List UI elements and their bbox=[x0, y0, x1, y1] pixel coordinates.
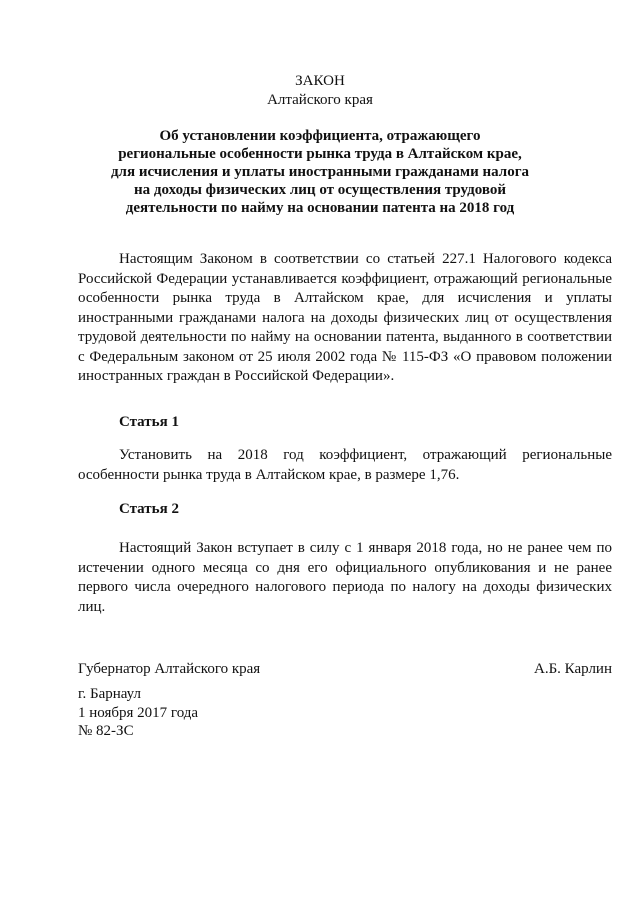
signatory-name: А.Б. Карлин bbox=[533, 661, 612, 677]
document-region: Алтайского края bbox=[267, 92, 373, 108]
article-2-heading: Статья 2 bbox=[119, 501, 179, 517]
document-footer bbox=[78, 685, 198, 741]
footer-place: г. Барнаул bbox=[78, 686, 141, 702]
document-type: ЗАКОН bbox=[295, 73, 345, 89]
signatory-position: Губернатор Алтайского края bbox=[78, 661, 261, 677]
footer-number: № 82-ЗС bbox=[78, 723, 134, 739]
footer-date: 1 ноября 2017 года bbox=[78, 704, 199, 721]
article-1-heading: Статья 1 bbox=[119, 414, 179, 430]
intro-paragraph: Настоящим Законом в соответствии со статьей 227.1 Налогового кодекса Российской Федерации устанавливается коэффициент, отражающий региональные особенности рынка труда в Алтайском крае, для исчисления и уплаты иностранными гражданами налога на доходы физических лиц от осуществления трудовой деятельности по найму на основании патента, выданного в соответствии с Федеральным законом от 25 июля 2002 года № 115-ФЗ «О правовом положении иностранных граждан в Российской Федерации». bbox=[78, 251, 612, 384]
article-2-text: Настоящий Закон вступает в силу с 1 января 2018 года, но не ранее чем по истечении одного месяца со дня его официального опубликования и не ранее первого числа очередного налогового периода по налогу на доходы физических лиц. bbox=[78, 540, 612, 615]
article-1-text: Установить на 2018 год коэффициент, отражающий региональные особенности рынка труда в Алтайском крае, в размере 1,76. bbox=[78, 447, 612, 483]
law-title: Об установлении коэффициента, отражающего региональные особенности рынка труда в Алтайском крае, для исчисления и уплаты иностранными гражданами налога на доходы физических лиц от осуществления трудовой деятельности по найму на основании патента на 2018 год bbox=[110, 128, 530, 216]
